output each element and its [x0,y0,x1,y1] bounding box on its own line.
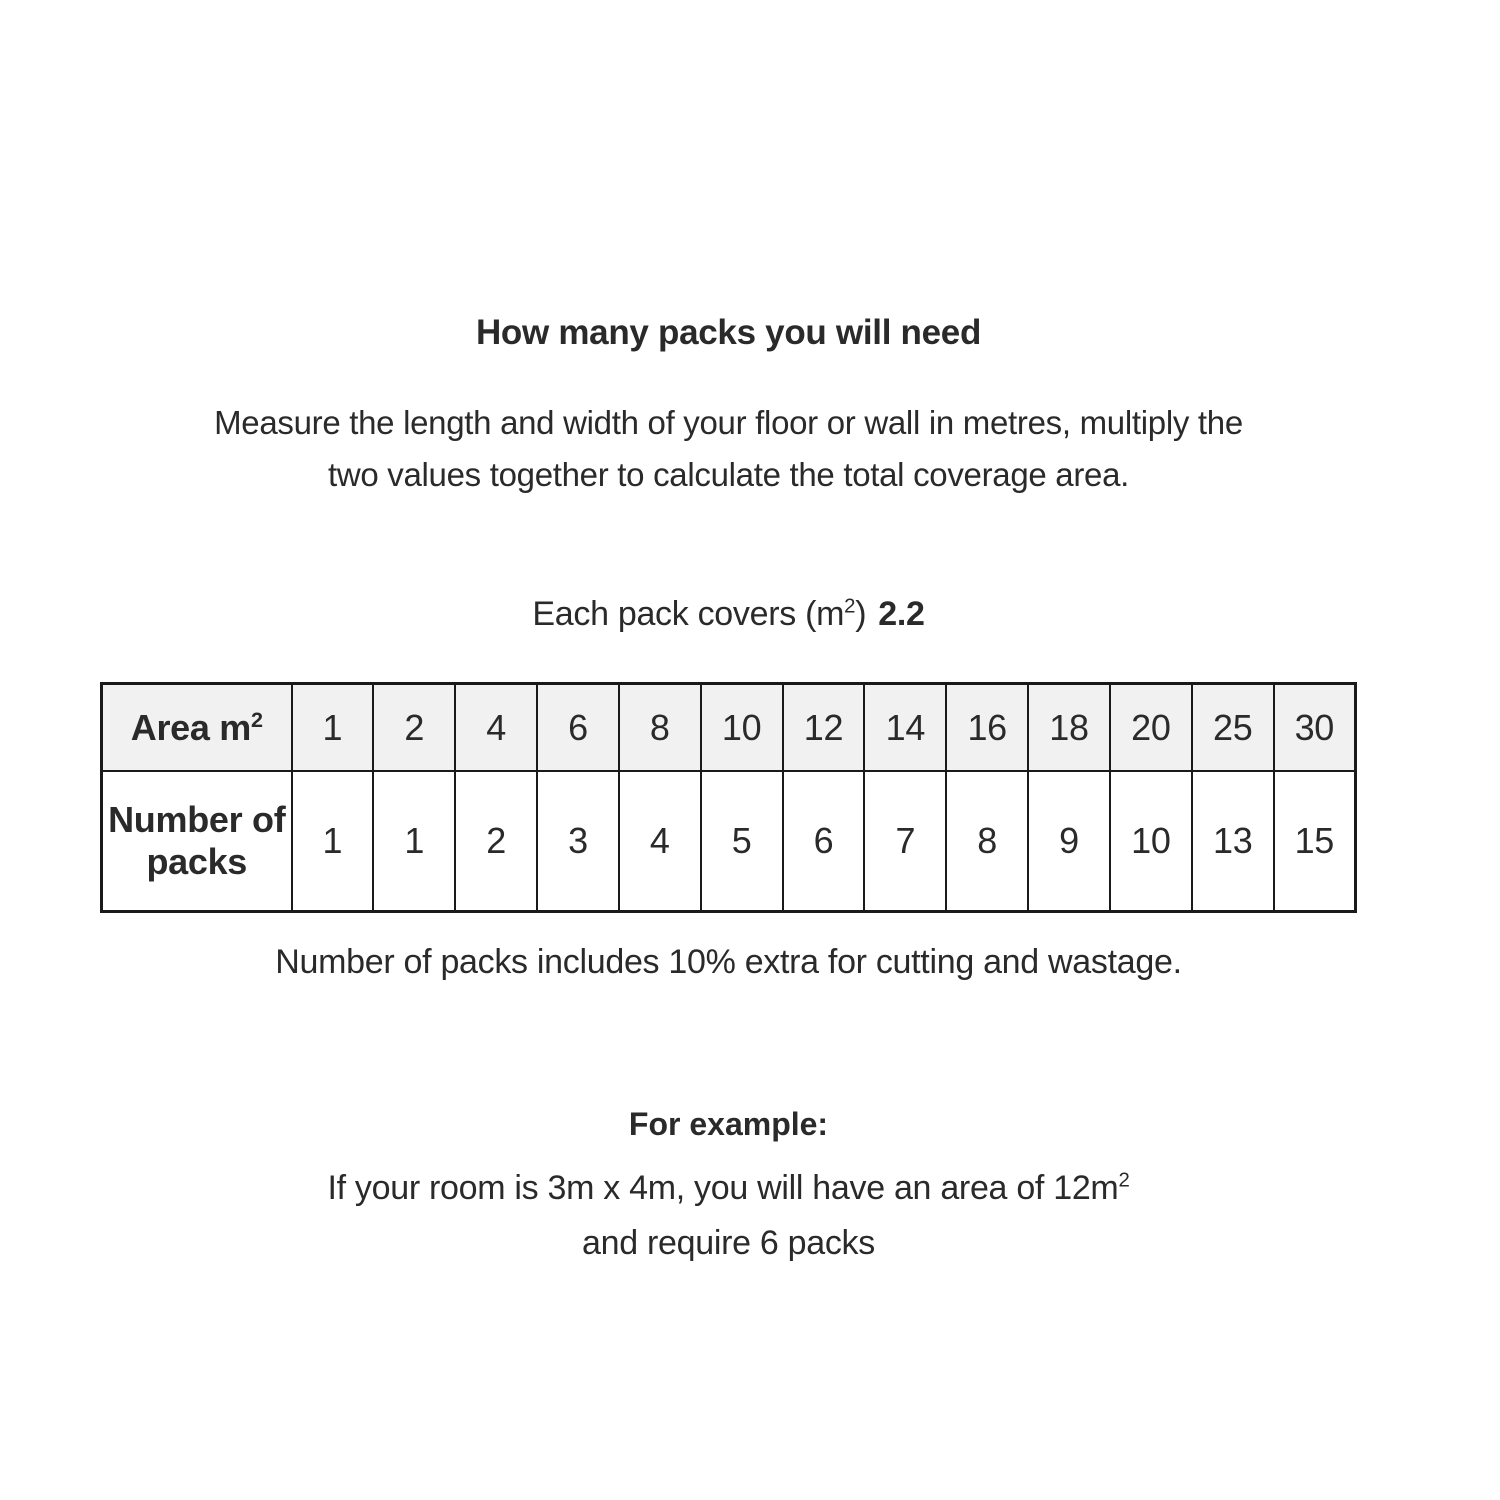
coverage-superscript: 2 [844,595,856,618]
area-cell: 2 [373,684,455,772]
area-cell: 25 [1192,684,1274,772]
intro-paragraph [0,397,1457,501]
packs-cell: 8 [946,771,1028,912]
packs-cell: 9 [1028,771,1110,912]
wastage-note: Number of packs includes 10% extra for cutting and wastage. [275,943,1182,981]
area-cell: 20 [1110,684,1192,772]
area-cell: 1 [292,684,374,772]
coverage-label-suffix: ) [855,595,867,633]
area-cell: 6 [537,684,619,772]
pack-coverage-line [0,595,1457,634]
packs-cell: 2 [455,771,537,912]
packs-cell: 3 [537,771,619,912]
example-line-1 [0,1169,1457,1208]
area-cell: 14 [864,684,946,772]
packs-header-cell: Number of packs [102,771,292,912]
area-cell: 30 [1274,684,1356,772]
packs-table [100,682,1357,913]
area-header-label: Area m [130,706,252,748]
example-line-2: and require 6 packs [582,1224,875,1262]
coverage-label-prefix: Each pack covers (m [532,595,845,633]
example-heading: For example: [628,1106,829,1142]
packs-cell: 10 [1110,771,1192,912]
area-cell: 16 [946,684,1028,772]
coverage-value: 2.2 [878,595,925,633]
page-title: How many packs you will need [475,313,982,352]
packs-cell: 5 [701,771,783,912]
area-cell: 4 [455,684,537,772]
packs-cell: 4 [619,771,701,912]
intro-line-1: Measure the length and width of your floor or wall in metres, multiply the [214,404,1243,441]
packs-cell: 13 [1192,771,1274,912]
table-row-packs [102,771,1356,912]
area-cell: 18 [1028,684,1110,772]
area-cell: 10 [701,684,783,772]
area-cell: 12 [783,684,865,772]
packs-cell: 7 [864,771,946,912]
area-cell: 8 [619,684,701,772]
packs-cell: 15 [1274,771,1356,912]
intro-line-2: two values together to calculate the total coverage area. [327,456,1130,493]
example-superscript: 2 [1118,1169,1130,1192]
area-header-superscript: 2 [251,706,263,732]
area-header-cell [102,684,292,772]
packs-cell: 6 [783,771,865,912]
example-line-1-text: If your room is 3m x 4m, you will have an area of 12m [327,1169,1119,1207]
table-row-area [102,684,1356,772]
packs-cell: 1 [292,771,374,912]
packs-cell: 1 [373,771,455,912]
